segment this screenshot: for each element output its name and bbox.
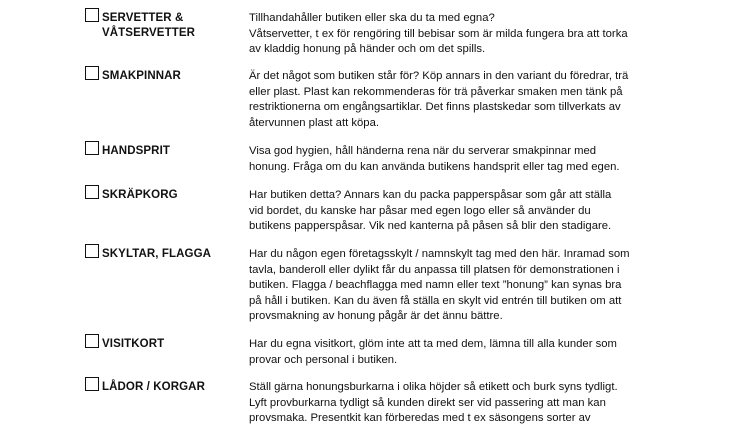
item-description: Visa god hygien, håll händerna rena när du serverar smakpinnar med honung. Fråga om du kan använda butikens handsprit eller tag med egen. [249,145,620,173]
checkbox[interactable] [85,185,99,199]
item-label: VISITKORT [102,338,165,350]
item-label: SMAKPINNAR [102,70,181,82]
item-label: SKRÄPKORG [102,189,178,201]
item-description: Tillhandahåller butiken eller ska du ta med egna? Våtservetter, t ex för rengöring till bebisar som är milda fungera bra att torka av kladdig honung på händer och om det spills. [249,12,628,56]
item-description: Har du någon egen företagsskylt / namnskylt tag med den här. Inramad som tavla, banderoll eller dylikt får du anpassa till platsen för demonstrationen i butiken. Flagga / beachflagga med namn eller text ”honung” kan synas bra på håll i butiken. Kan du även få ställa en skylt vid entrén till butiken om att provsmakning av honung pågår är det ännu bättre. [249,248,630,323]
checkbox[interactable] [85,66,99,80]
item-description: Ställ gärna honungsburkarna i olika höjder så etikett och burk syns tydligt. Lyft provburkarna tydligt så kunden direkt ser vid passering att man kan provsmaka. Presentkit kan förberedas med t ex säsongens sorter av [249,381,618,425]
item-description: Har butiken detta? Annars kan du packa papperspåsar som går att ställa vid bordet, du kanske har påsar med egen logo eller så använder du butikens papperspåsar. Vik ned kanterna på påsen så blir den stadigare. [249,189,612,233]
checkbox[interactable] [85,8,99,22]
checkbox[interactable] [85,377,99,391]
item-label: LÅDOR / KORGAR [102,381,205,393]
checkbox[interactable] [85,141,99,155]
item-label: SERVETTER & VÅTSERVETTER [102,12,196,39]
checkbox[interactable] [85,334,99,348]
item-description: Är det något som butiken står för? Köp annars in den variant du föredrar, trä eller plast. Plast kan rekommenderas för trä påverkar smaken men tänk på restriktionerna om engångsartiklar. Det finns plastskedar som tillverkats av återvunnen plast att köpa. [249,70,629,129]
item-description: Har du egna visitkort, glöm inte att ta med dem, lämna till alla kunder som provar och personal i butiken. [249,338,617,366]
checkbox[interactable] [85,244,99,258]
item-label: HANDSPRIT [102,145,170,157]
item-label: SKYLTAR, FLAGGA [102,248,212,260]
